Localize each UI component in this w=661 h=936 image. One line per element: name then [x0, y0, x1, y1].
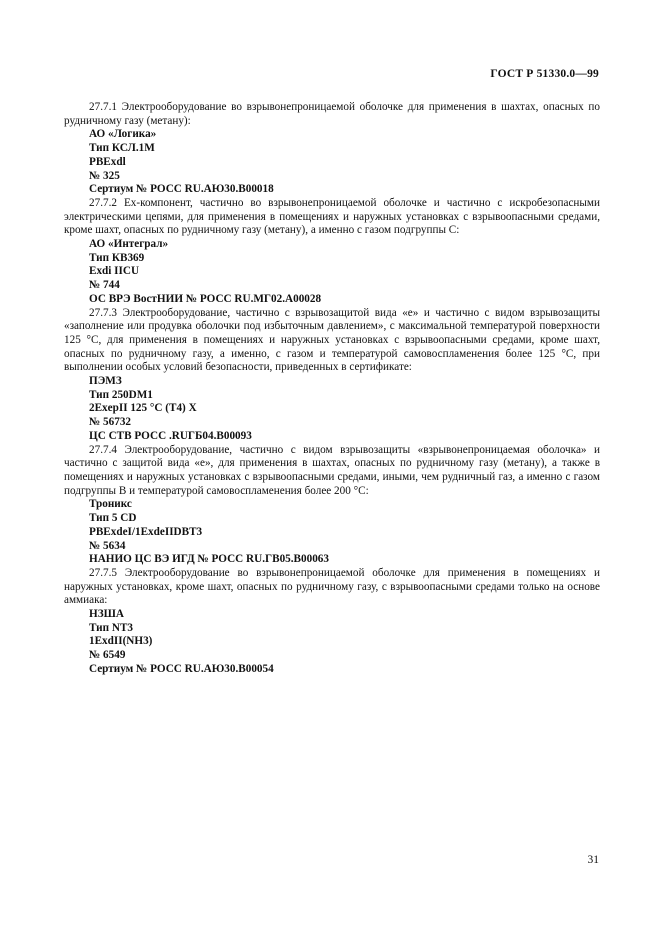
- equipment-type: Тип 5 CD: [89, 512, 137, 525]
- section-paragraph: 27.7.4 Электрооборудование, частично с видом взрывозащиты «взрывонепроницаемая оболочка» и частично с защитой вида «е», для применения в шахтах, опасных по рудничному газу (метану), а также в помещениях и наружных установках с взрывоопасными средами, иными, чем рудничный газ, а именно с газом подгруппы В и температурой самовоспламенения более 200 °С:: [64, 443, 600, 497]
- certification-body: НАНИО ЦС ВЭ ИГД № РОСС RU.ГВ05.В00063: [89, 553, 329, 566]
- section-paragraph: 27.7.5 Электрооборудование во взрывонепроницаемой оболочке для применения в помещениях и наружных установках, кроме шахт, опасных по рудничному газу, с взрывоопасными средами только на основе аммиака:: [64, 566, 600, 607]
- manufacturer: НЗША: [89, 608, 124, 621]
- equipment-type: Тип NT3: [89, 621, 134, 634]
- manufacturer: ПЭМЗ: [89, 375, 122, 388]
- section-paragraph: 27.7.2 Ex-компонент, частично во взрывонепроницаемой оболочке и частично с искробезопасными электрическими цепями, для применения в помещениях и наружных установках с взрывоопасными средами, кроме шахт, опасных по рудничному газу (метану), а именно с газом подгруппы С:: [64, 196, 600, 237]
- certification-body: Сертиум № РОСС RU.АЮ30.В00054: [89, 662, 274, 675]
- certificate-number: № 325: [89, 169, 120, 182]
- equipment-type: Тип КСЛ.1М: [89, 142, 155, 155]
- section-27-7-3: [64, 307, 600, 444]
- certification-body: ЦС СТВ РОСС .RUГБ04.В00093: [89, 429, 252, 442]
- certificate-number: № 56732: [89, 416, 132, 429]
- ex-marking: 1ExdII(NH3): [89, 635, 153, 648]
- page-number: 31: [587, 854, 599, 866]
- section-paragraph: 27.7.1 Электрооборудование во взрывонепроницаемой оболочке для применения в шахтах, опасных по рудничному газу (метану):: [64, 101, 600, 127]
- equipment-type: Тип 250DM1: [89, 388, 153, 401]
- section-27-7-5: [64, 567, 600, 677]
- ex-marking: PBExdeI/1ExdeIIDBT3: [89, 525, 203, 538]
- ex-marking: РВExdl: [89, 155, 126, 168]
- certificate-number: № 5634: [89, 539, 126, 552]
- section-paragraph: 27.7.3 Электрооборудование, частично с взрывозащитой вида «е» и частично с видом взрывозащиты «заполнение или продувка оболочки под избыточным давлением», с максимальной температурой поверхности 125 °С, для применения в помещениях и наружных установках с взрывоопасными средами, кроме шахт, опасных по рудничному газу, а именно, с газом и температурой самовоспламенения более 125 °С, при выполнении особых условий безопасности, приведенных в сертификате:: [64, 306, 600, 374]
- certificate-number: № 6549: [89, 649, 126, 662]
- section-27-7-2: [64, 197, 600, 307]
- ex-marking: Exdi IICU: [89, 265, 140, 278]
- section-27-7-1: [64, 101, 600, 197]
- manufacturer: АО «Логика»: [89, 128, 157, 141]
- certification-body: ОС ВРЭ ВостНИИ № РОСС RU.МГ02.А00028: [89, 292, 322, 305]
- certification-body: Сертиум № РОСС RU.АЮ30.В00018: [89, 183, 274, 196]
- document-code: ГОСТ Р 51330.0—99: [490, 68, 599, 80]
- equipment-type: Тип КВ369: [89, 251, 145, 264]
- manufacturer: АО «Интеграл»: [89, 238, 169, 251]
- ex-marking: 2ExepII 125 °С (Т4) X: [89, 402, 197, 415]
- certificate-number: № 744: [89, 279, 120, 292]
- manufacturer: Троникс: [89, 498, 132, 511]
- document-body: [64, 101, 600, 677]
- section-27-7-4: [64, 444, 600, 567]
